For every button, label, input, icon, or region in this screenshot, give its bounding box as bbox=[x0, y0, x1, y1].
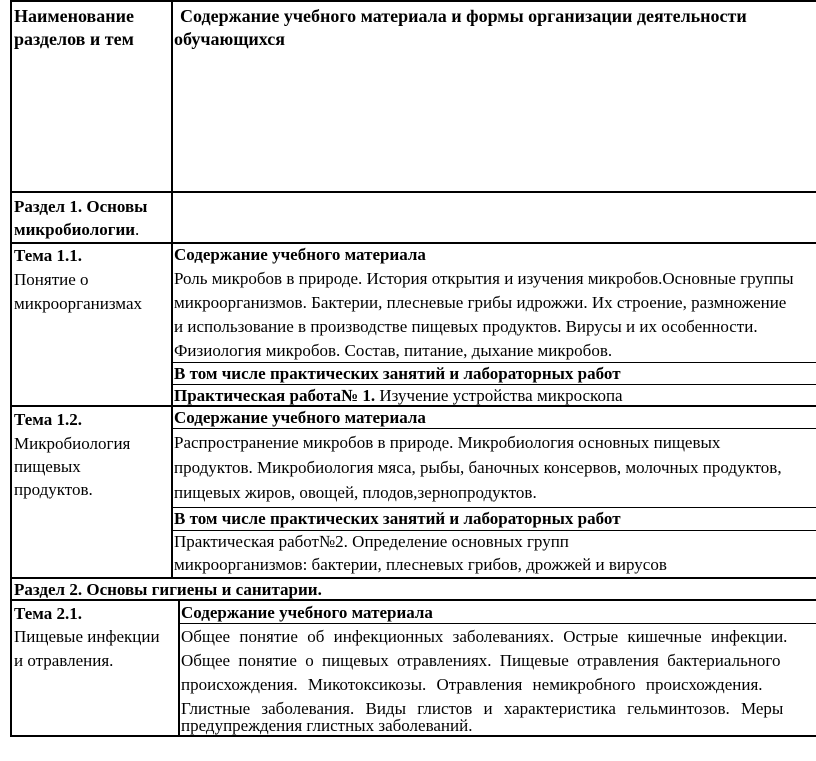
topic12-content-heading: Содержание учебного материала bbox=[174, 408, 426, 427]
topic12-name: Тема 1.2. bbox=[14, 410, 82, 429]
topic11-content-heading: Содержание учебного материала bbox=[174, 245, 426, 264]
topic12-practice-heading: В том числе практических занятий и лабораторных работ bbox=[174, 509, 621, 528]
topic11-name: Тема 1.1. bbox=[14, 246, 82, 265]
header-col2-line2: обучающихся bbox=[174, 29, 285, 49]
topic12-content-line: пищевых жиров, овощей, плодов,зернопродуктов. bbox=[174, 483, 537, 502]
table-border-left bbox=[10, 0, 12, 737]
topic21-content-line: предупреждения глистных заболеваний. bbox=[181, 716, 473, 735]
section1-title-line2 bbox=[14, 219, 139, 241]
topic11-content-line: микроорганизмов. Бактерии, плесневые грибы идрожжи. Их строение, размножение bbox=[174, 293, 787, 312]
topic12-name-line2: Микробиология bbox=[14, 434, 131, 453]
header-col1-line2: разделов и тем bbox=[14, 29, 134, 49]
section1-title-tail: . bbox=[135, 220, 140, 239]
topic12-name-line4: продуктов. bbox=[14, 480, 93, 499]
table-border-top bbox=[10, 0, 816, 2]
header-col1-line1: Наименование bbox=[14, 6, 134, 26]
topic12-practice-line: Практическая работ№2. Определение основных групп bbox=[174, 532, 569, 551]
topic12-name-line3: пищевых bbox=[14, 457, 81, 476]
topic21-content-line: Общее понятие об инфекционных заболеваниях. Острые кишечные инфекции. bbox=[181, 627, 788, 646]
section1-title-bold: микробиологии bbox=[14, 220, 136, 239]
section2-title: Раздел 2. Основы гигиены и санитарии. bbox=[14, 580, 322, 599]
topic11-practice-heading: В том числе практических занятий и лабораторных работ bbox=[174, 364, 621, 383]
topic21-name-line3: и отравления. bbox=[14, 651, 114, 670]
topic21-content-line: Глистные заболевания. Виды глистов и характеристика гельминтозов. Меры bbox=[181, 699, 784, 718]
column-divider bbox=[178, 600, 180, 737]
topic11-practice bbox=[174, 385, 623, 407]
topic11-content-line: и использование в производстве пищевых продуктов. Вирусы и их особенности. bbox=[174, 317, 758, 336]
topic11-content-line: Физиология микробов. Состав, питание, дыхание микробов. bbox=[174, 341, 613, 360]
topic12-content-line: Распространение микробов в природе. Микробиология основных пищевых bbox=[174, 433, 721, 452]
topic11-practice-text: Изучение устройства микроскопа bbox=[375, 386, 623, 405]
topic21-content-line: Общее понятие о пищевых отравлениях. Пищевые отравления бактериального bbox=[181, 651, 781, 670]
topic11-content-line: Роль микробов в природе. История открытия и изучения микробов.Основные группы bbox=[174, 269, 794, 288]
topic21-name-line2: Пищевые инфекции bbox=[14, 627, 160, 646]
topic21-content-heading: Содержание учебного материала bbox=[181, 603, 433, 622]
topic12-practice-line: микроорганизмов: бактерии, плесневых грибов, дрожжей и вирусов bbox=[174, 555, 667, 574]
column-divider bbox=[171, 0, 173, 578]
topic12-content-line: продуктов. Микробиология мяса, рыбы, баночных консервов, молочных продуктов, bbox=[174, 458, 782, 477]
topic21-name: Тема 2.1. bbox=[14, 604, 82, 623]
topic11-name-line2: Понятие о bbox=[14, 270, 89, 289]
row-divider bbox=[10, 191, 816, 193]
topic21-content-line: происхождения. Микотоксикозы. Отравления немикробного происхождения. bbox=[181, 675, 763, 694]
topic11-name-line3: микроорганизмах bbox=[14, 294, 142, 313]
section1-title-line1: Раздел 1. Основы bbox=[14, 197, 148, 216]
topic11-practice-label: Практическая работа№ 1. bbox=[174, 386, 376, 405]
header-col2-line1: Содержание учебного материала и формы организации деятельности bbox=[180, 6, 747, 26]
